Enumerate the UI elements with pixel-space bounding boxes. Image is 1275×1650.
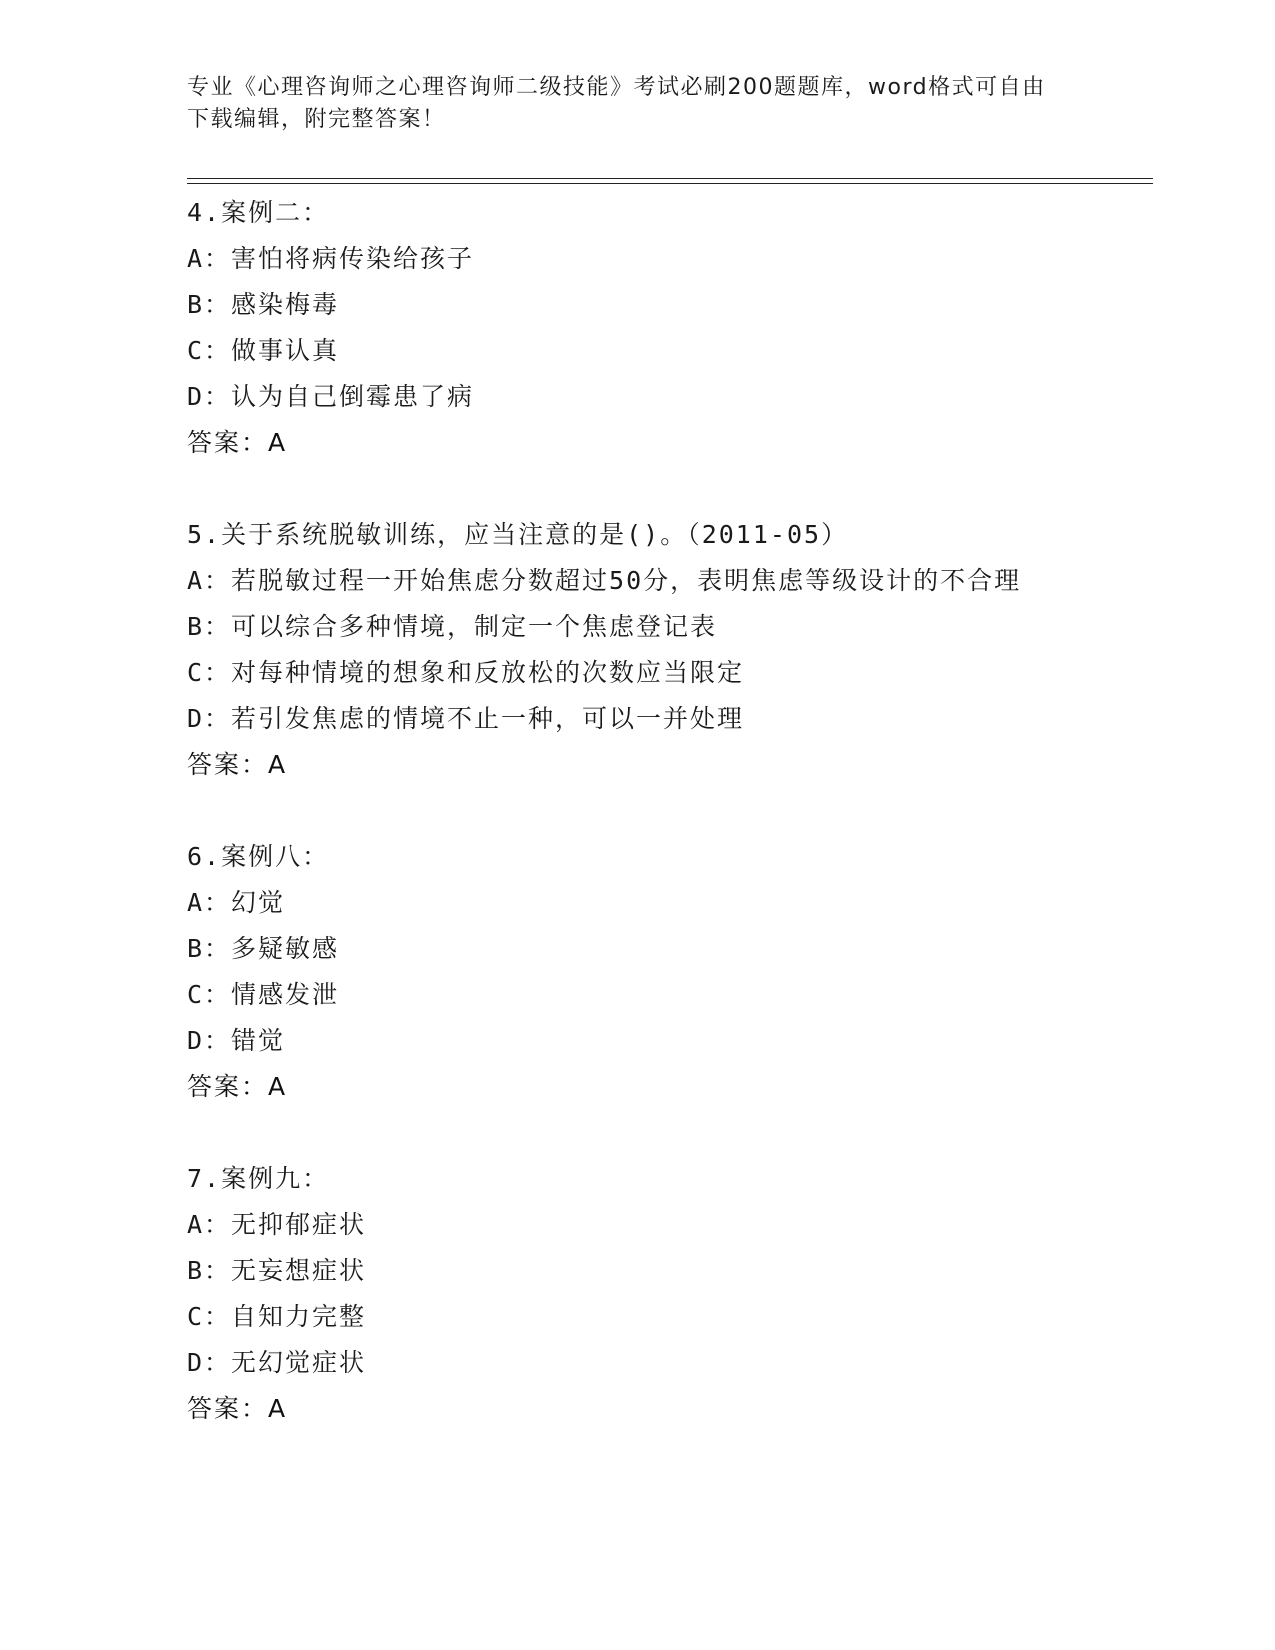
- option-b: B：无妄想症状: [187, 1256, 367, 1285]
- option-c: C：自知力完整: [187, 1302, 367, 1331]
- document-header: 专业《心理咨询师之心理咨询师二级技能》考试必刷200题题库，word格式可自由下载编辑，附完整答案！: [187, 75, 1046, 132]
- question-stem: 5.关于系统脱敏训练，应当注意的是()。（2011-05）: [187, 520, 849, 549]
- header-divider-bottom: [187, 183, 1153, 184]
- option-a: A：无抑郁症状: [187, 1210, 367, 1239]
- question-item: [187, 190, 1087, 466]
- option-a: A：害怕将病传染给孩子: [187, 244, 475, 273]
- answer-line: 答案：A: [187, 1072, 288, 1101]
- question-list: [187, 190, 1087, 1478]
- option-c: C：对每种情境的想象和反放松的次数应当限定: [187, 658, 745, 687]
- option-a: A：若脱敏过程一开始焦虑分数超过50分，表明焦虑等级设计的不合理: [187, 566, 1022, 595]
- option-d: D：若引发焦虑的情境不止一种，可以一并处理: [187, 704, 745, 733]
- answer-line: 答案：A: [187, 750, 288, 779]
- option-b: B：感染梅毒: [187, 290, 340, 319]
- question-item: [187, 1156, 1087, 1432]
- option-d: D：错觉: [187, 1026, 286, 1055]
- option-c: C：做事认真: [187, 336, 340, 365]
- question-stem: 7.案例九：: [187, 1164, 330, 1193]
- question-item: [187, 512, 1087, 788]
- option-b: B：多疑敏感: [187, 934, 340, 963]
- question-stem: 4.案例二：: [187, 198, 330, 227]
- answer-line: 答案：A: [187, 428, 288, 457]
- header-divider-top: [187, 178, 1153, 179]
- option-b: B：可以综合多种情境，制定一个焦虑登记表: [187, 612, 718, 641]
- question-stem: 6.案例八：: [187, 842, 330, 871]
- option-a: A：幻觉: [187, 888, 286, 917]
- question-item: [187, 834, 1087, 1110]
- option-d: D：无幻觉症状: [187, 1348, 367, 1377]
- option-c: C：情感发泄: [187, 980, 340, 1009]
- answer-line: 答案：A: [187, 1394, 288, 1423]
- option-d: D：认为自己倒霉患了病: [187, 382, 475, 411]
